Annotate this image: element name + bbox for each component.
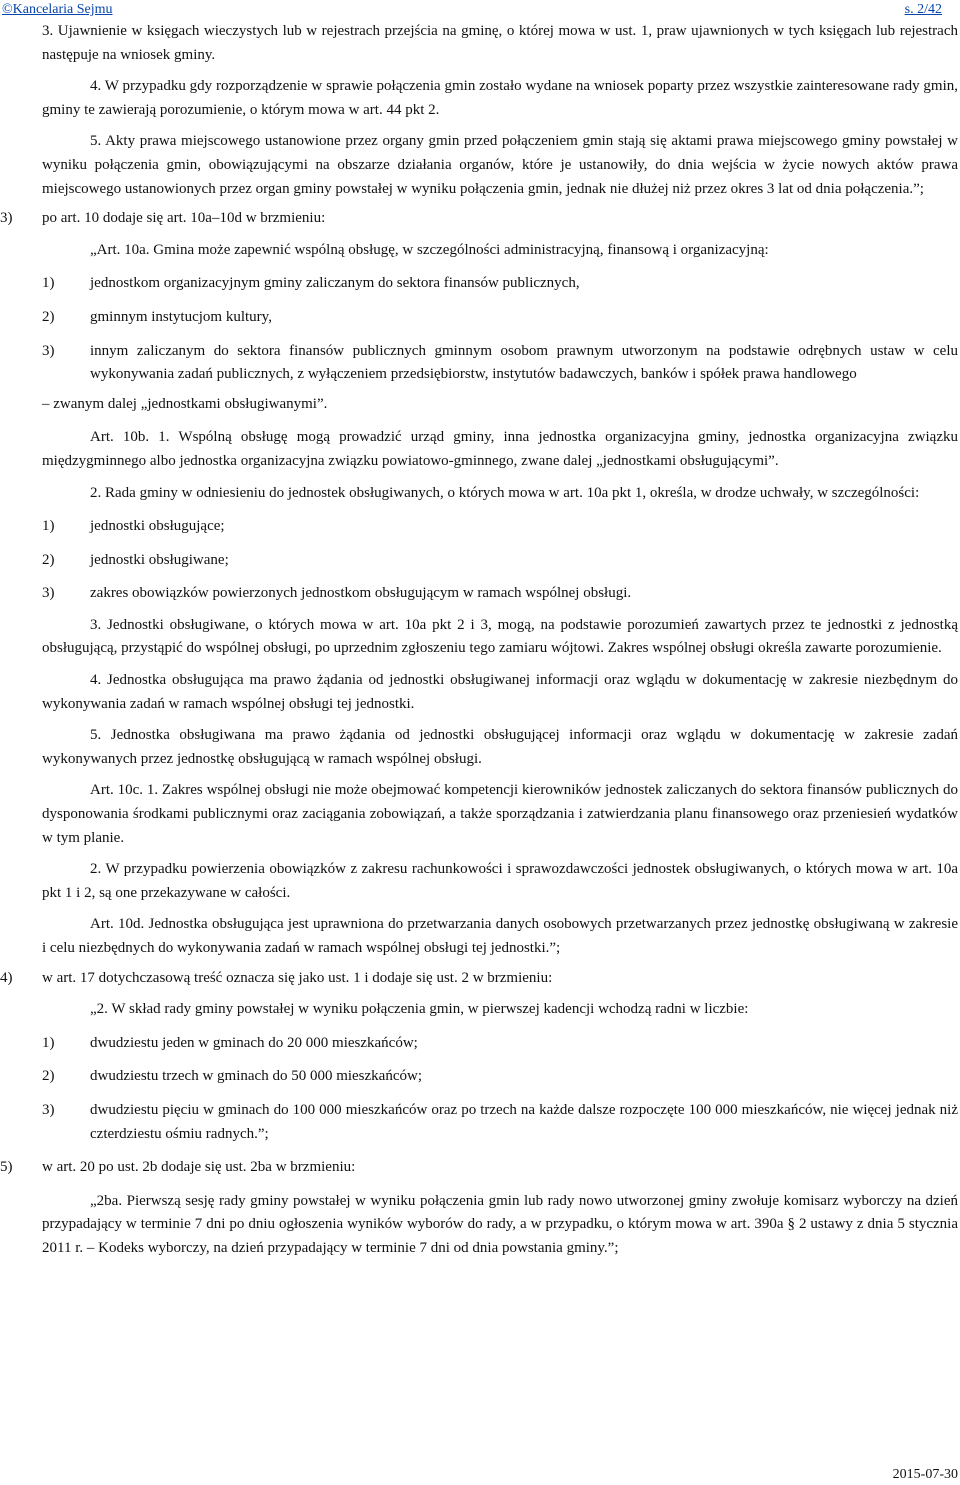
list-item (0, 582, 958, 606)
art-10b-1: Art. 10b. 1. Wspólną obsługę mogą prowadzić urząd gminy, inna jednostka organizacyjna gminy, jednostka organizacyjna związku międzygminnego albo jednostka organizacyjna związku powiatowo-gminnego, zwane dalej „jednostkami obsługującymi”. (42, 429, 958, 469)
paragraph-3: 3. Ujawnienie w księgach wieczystych lub w rejestrach przejścia na gminę, o której mowa w ust. 1, praw ujawnionych w tych księgach lub rejestrach następuje na wniosek gminy. (42, 23, 958, 63)
art-17-ust-2: „2. W skład rady gminy powstałej w wyniku połączenia gmin, w pierwszej kadencji wchodzą radni w liczbie: (90, 1001, 749, 1018)
item-text: gminnym instytucjom kultury, (90, 308, 272, 325)
list-item (0, 1099, 958, 1146)
item-text: dwudziestu trzech w gminach do 50 000 mieszkańców; (90, 1068, 422, 1085)
item-text: dwudziestu jeden w gminach do 20 000 mieszkańców; (90, 1034, 418, 1051)
item-number: 2) (42, 551, 55, 568)
list-item (0, 1032, 958, 1056)
item-number: 1) (42, 275, 55, 292)
art-10c-1: Art. 10c. 1. Zakres wspólnej obsługi nie może obejmować kompetencji kierowników jednostek zaliczanych do sektora finansów publicznych do dysponowania środkami publicznymi oraz zaciągania zobowiązań, a także sporządzania i zatwierdzania planu finansowego oraz przeniesień wydatków w tym planie. (42, 782, 958, 846)
art-10b-3: 3. Jednostki obsługiwane, o których mowa w art. 10a pkt 2 i 3, mogą, na podstawie porozumień zawartych przez te jednostki z jednostką obsługującą, przystąpić do wspólnej obsługi, po uprzednim zgłoszeniu tego zamiaru wójtowi. Zakres wspólnej obsługi określa zawarte porozumienie. (42, 616, 958, 657)
point-number: 4) (0, 969, 13, 986)
point-text: w art. 20 po ust. 2b dodaje się ust. 2ba w brzmieniu: (42, 1159, 356, 1176)
item-number: 1) (42, 1034, 55, 1051)
item-number: 1) (42, 518, 55, 535)
point-number: 3) (0, 210, 13, 227)
item-text: jednostki obsługujące; (90, 518, 225, 535)
item-text: dwudziestu pięciu w gminach do 100 000 mieszkańców oraz po trzech na każde dalsze rozpoczęte 100 000 mieszkańców, nie więcej jednak niż czterdziestu ośmiu radnych.”; (90, 1101, 958, 1142)
item-number: 3) (42, 585, 55, 602)
list-item (0, 1065, 958, 1089)
item-number: 3) (42, 342, 55, 359)
point-number: 5) (0, 1159, 13, 1176)
art-10c-2: 2. W przypadku powierzenia obowiązków z zakresu rachunkowości i sprawozdawczości jednostek obsługiwanych, o których mowa w art. 10a pkt 1 i 2, są one przekazywane w całości. (42, 861, 958, 901)
page-number[interactable]: s. 2/42 (904, 2, 942, 17)
document-body (0, 20, 958, 1261)
paragraph-5: 5. Akty prawa miejscowego ustanowione przez organy gmin przed połączeniem gmin stają się aktami prawa miejscowego gminy powstałej w wyniku połączenia gmin, obowiązującymi na obszarze działania organów, które je ustanowiły, do dnia wejścia w życie nowych aktów prawa miejscowego ustanowionych przez organ gminy powstałej w wyniku połączenia gmin, jednak nie dłużej niż przez okres 3 lat od dnia połączenia.”; (42, 133, 958, 197)
point-5 (0, 1156, 958, 1180)
item-text: jednostki obsługiwane; (90, 551, 229, 568)
item-text: jednostkom organizacyjnym gminy zaliczanym do sektora finansów publicznych, (90, 275, 580, 292)
art-10a: „Art. 10a. Gmina może zapewnić wspólną obsługę, w szczególności administracyjną, finansową i organizacyjną: (90, 241, 769, 258)
art-10b-2: 2. Rada gminy w odniesieniu do jednostek obsługiwanych, o których mowa w art. 10a pkt 1, określa, w drodze uchwały, w szczególności: (90, 484, 920, 501)
item-number: 3) (42, 1101, 55, 1118)
point-text: w art. 17 dotychczasową treść oznacza się jako ust. 1 i dodaje się ust. 2 w brzmieniu: (42, 969, 553, 986)
item-number: 2) (42, 1068, 55, 1085)
art-10a-tail: – zwanym dalej „jednostkami obsługiwanymi”. (42, 395, 328, 412)
art-10b-5: 5. Jednostka obsługiwana ma prawo żądania od jednostki obsługującej informacji oraz wglądu w dokumentację w zakresie zadań wykonywanych przez jednostkę obsługującą w ramach wspólnej obsługi. (42, 727, 958, 767)
list-item (0, 272, 958, 296)
document-date: 2015-07-30 (892, 1467, 958, 1482)
list-item (0, 306, 958, 330)
publisher-link[interactable]: ©Kancelaria Sejmu (2, 2, 113, 17)
paragraph-4: 4. W przypadku gdy rozporządzenie w sprawie połączenia gmin zostało wydane na wniosek poparty przez wszystkie zainteresowane rady gmin, gminy te zawierają porozumienie, o którym mowa w art. 44 pkt 2. (42, 78, 958, 118)
page-header (0, 0, 960, 20)
item-text: innym zaliczanym do sektora finansów publicznych gminnym osobom prawnym utworzonym na podstawie odrębnych ustaw w celu wykonywania zadań publicznych, z wyłączeniem przedsiębiorstw, instytutów badawczych, banków i spółek prawa handlowego (90, 342, 958, 383)
list-item (0, 340, 958, 387)
item-number: 2) (42, 308, 55, 325)
art-10b-4: 4. Jednostka obsługująca ma prawo żądania od jednostki obsługiwanej informacji oraz wglądu w dokumentację w zakresie niezbędnym do wykonywania zadań w ramach wspólnej obsługi tej jednostki. (42, 672, 958, 712)
item-text: zakres obowiązków powierzonych jednostkom obsługującym w ramach wspólnej obsługi. (90, 585, 632, 602)
point-text: po art. 10 dodaje się art. 10a–10d w brzmieniu: (42, 210, 326, 227)
list-item (0, 515, 958, 539)
art-10d: Art. 10d. Jednostka obsługująca jest uprawniona do przetwarzania danych osobowych przetwarzanych przez jednostkę obsługiwaną w zakresie i celu niezbędnych do wykonywania zadań w ramach wspólnej obsługi tej jednostki.”; (42, 916, 958, 956)
point-4 (0, 967, 958, 991)
point-3 (0, 207, 958, 231)
list-item (0, 549, 958, 573)
art-20-ust-2ba: „2ba. Pierwszą sesję rady gminy powstałej w wyniku połączenia gmin lub rady nowo utworzonej gminy zwołuje komisarz wyborczy na dzień przypadający w terminie 7 dni po dniu ogłoszenia wyników wyborów do rady, a w przypadku, o którym mowa w art. 390a § 2 ustawy z dnia 5 stycznia 2011 r. – Kodeks wyborczy, na dzień przypadający w terminie 7 dni od dnia powstania gminy.”; (42, 1192, 958, 1256)
